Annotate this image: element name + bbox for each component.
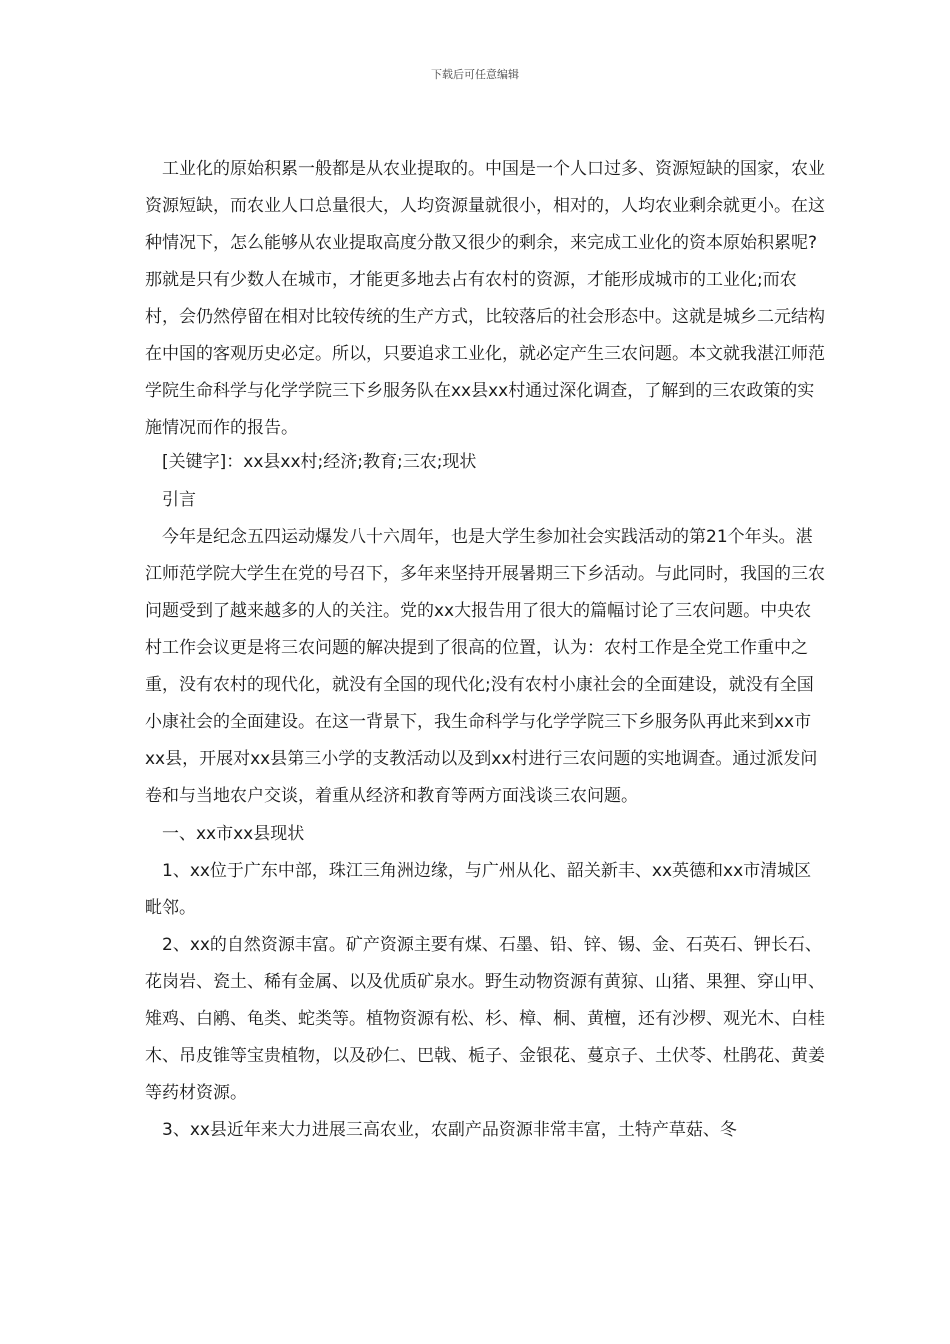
keywords-line: [关键字]：xx县xx村;经济;教育;三农;现状	[162, 452, 477, 472]
list-item-3: 3、xx县近年来大力进展三高农业，农副产品资源非常丰富，土特产草菇、冬	[162, 1120, 737, 1140]
header-note: 下载后可任意编辑	[431, 68, 519, 81]
list-item-2: 2、xx的自然资源丰富。矿产资源主要有煤、石墨、铅、锌、锡、金、石英石、钾长石、花岗岩、瓷土、稀有金属、以及优质矿泉水。野生动物资源有黄猄、山猪、果狸、穿山甲、雉鸡、白鹇、龟类、蛇类等。植物资源有松、杉、樟、桐、黄檀，还有沙椤、观光木、白桂木、吊皮锥等宝贵植物，以及砂仁、巴戟、栀子、金银花、蔓京子、土伏苓、杜鹃花、黄姜等药材资源。	[145, 935, 825, 1103]
paragraph-introduction: 今年是纪念五四运动爆发八十六周年，也是大学生参加社会实践活动的第21个年头。湛江师范学院大学生在党的号召下，多年来坚持开展暑期三下乡活动。与此同时，我国的三农问题受到了越来越多的人的关注。党的xx大报告用了很大的篇幅讨论了三农问题。中央农村工作会议更是将三农问题的解决提到了很高的位置，认为：农村工作是全党工作重中之重，没有农村的现代化，就没有全国的现代化;没有农村小康社会的全面建设，就没有全国小康社会的全面建设。在这一背景下，我生命科学与化学学院三下乡服务队再此来到xx市xx县，开展对xx县第三小学的支教活动以及到xx村进行三农问题的实地调查。通过派发问卷和与当地农户交谈，着重从经济和教育等两方面浅谈三农问题。	[145, 527, 825, 806]
heading-introduction: 引言	[162, 490, 196, 510]
list-item-1: 1、xx位于广东中部，珠江三角洲边缘，与广州从化、韶关新丰、xx英德和xx市清城区毗邻。	[145, 861, 812, 918]
heading-section-1: 一、xx市xx县现状	[162, 824, 305, 844]
document-body	[145, 151, 825, 1149]
paragraph-abstract: 工业化的原始积累一般都是从农业提取的。中国是一个人口过多、资源短缺的国家，农业资源短缺，而农业人口总量很大，人均资源量就很小，相对的，人均农业剩余就更小。在这种情况下，怎么能够从农业提取高度分散又很少的剩余，来完成工业化的资本原始积累呢?那就是只有少数人在城市，才能更多地去占有农村的资源，才能形成城市的工业化;而农村，会仍然停留在相对比较传统的生产方式，比较落后的社会形态中。这就是城乡二元结构在中国的客观历史必定。所以，只要追求工业化，就必定产生三农问题。本文就我湛江师范学院生命科学与化学学院三下乡服务队在xx县xx村通过深化调查，了解到的三农政策的实施情况而作的报告。	[145, 159, 825, 438]
